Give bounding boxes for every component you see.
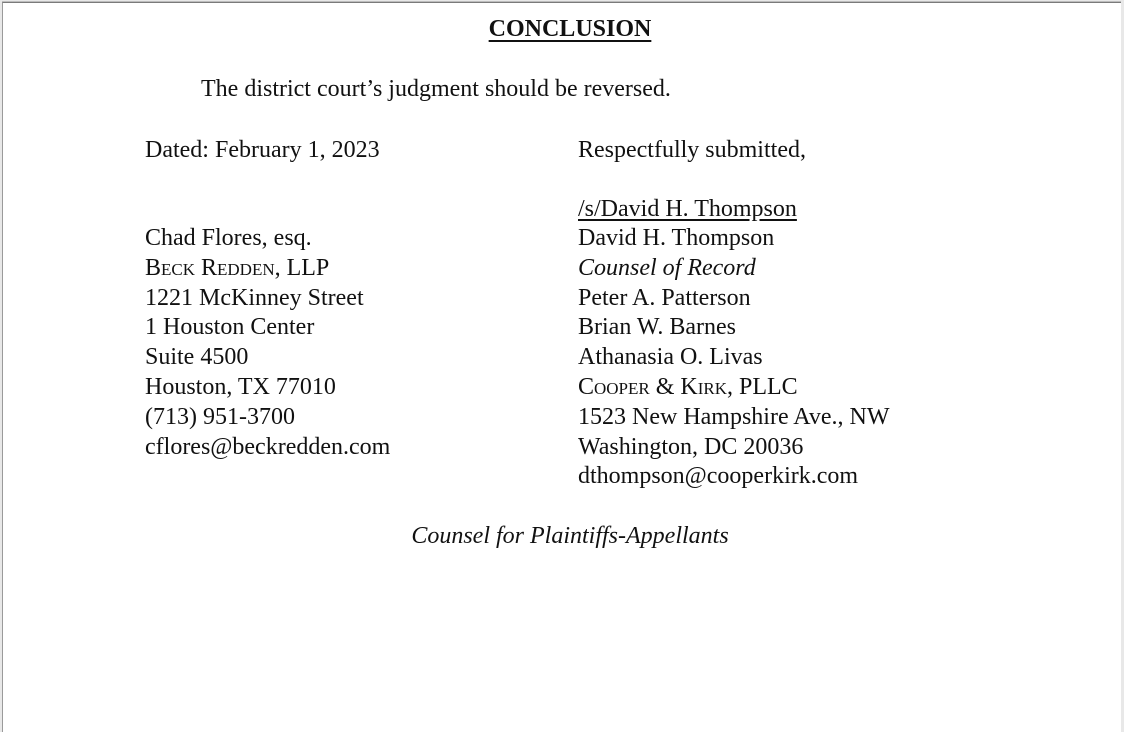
date-line: Dated: February 1, 2023 xyxy=(145,137,380,163)
email-address: cflores@beckredden.com xyxy=(145,433,391,460)
address-line: 1523 New Hampshire Ave., NW xyxy=(578,403,890,430)
email-address: dthompson@cooperkirk.com xyxy=(578,463,859,490)
local-counsel-block xyxy=(145,224,390,462)
document-page xyxy=(2,2,1121,732)
address-line: 1 Houston Center xyxy=(145,314,315,341)
lead-counsel-block xyxy=(578,224,889,492)
phone-number: (713) 951-3700 xyxy=(145,403,295,430)
address-line: Washington, DC 20036 xyxy=(578,433,804,460)
counsel-name: Athanasia O. Livas xyxy=(578,344,763,371)
counsel-name: David H. Thompson xyxy=(578,225,775,251)
section-heading: CONCLUSION xyxy=(488,16,652,42)
signature-line: /s/David H. Thompson xyxy=(578,196,797,222)
address-line: 1221 McKinney Street xyxy=(145,284,364,311)
address-line: Suite 4500 xyxy=(145,344,249,371)
counsel-name: Chad Flores, esq. xyxy=(145,225,312,251)
conclusion-text: The district court’s judgment should be reversed. xyxy=(201,76,671,102)
counsel-role: Counsel of Record xyxy=(578,254,756,281)
counsel-for-caption: Counsel for Plaintiffs-Appellants xyxy=(411,523,729,549)
address-line: Houston, TX 77010 xyxy=(145,373,336,400)
respectfully-submitted: Respectfully submitted, xyxy=(578,137,806,163)
firm-name: Cooper & Kirk, PLLC xyxy=(578,373,798,400)
firm-name: Beck Redden, LLP xyxy=(145,254,330,281)
counsel-name: Brian W. Barnes xyxy=(578,314,736,341)
counsel-name: Peter A. Patterson xyxy=(578,284,751,311)
